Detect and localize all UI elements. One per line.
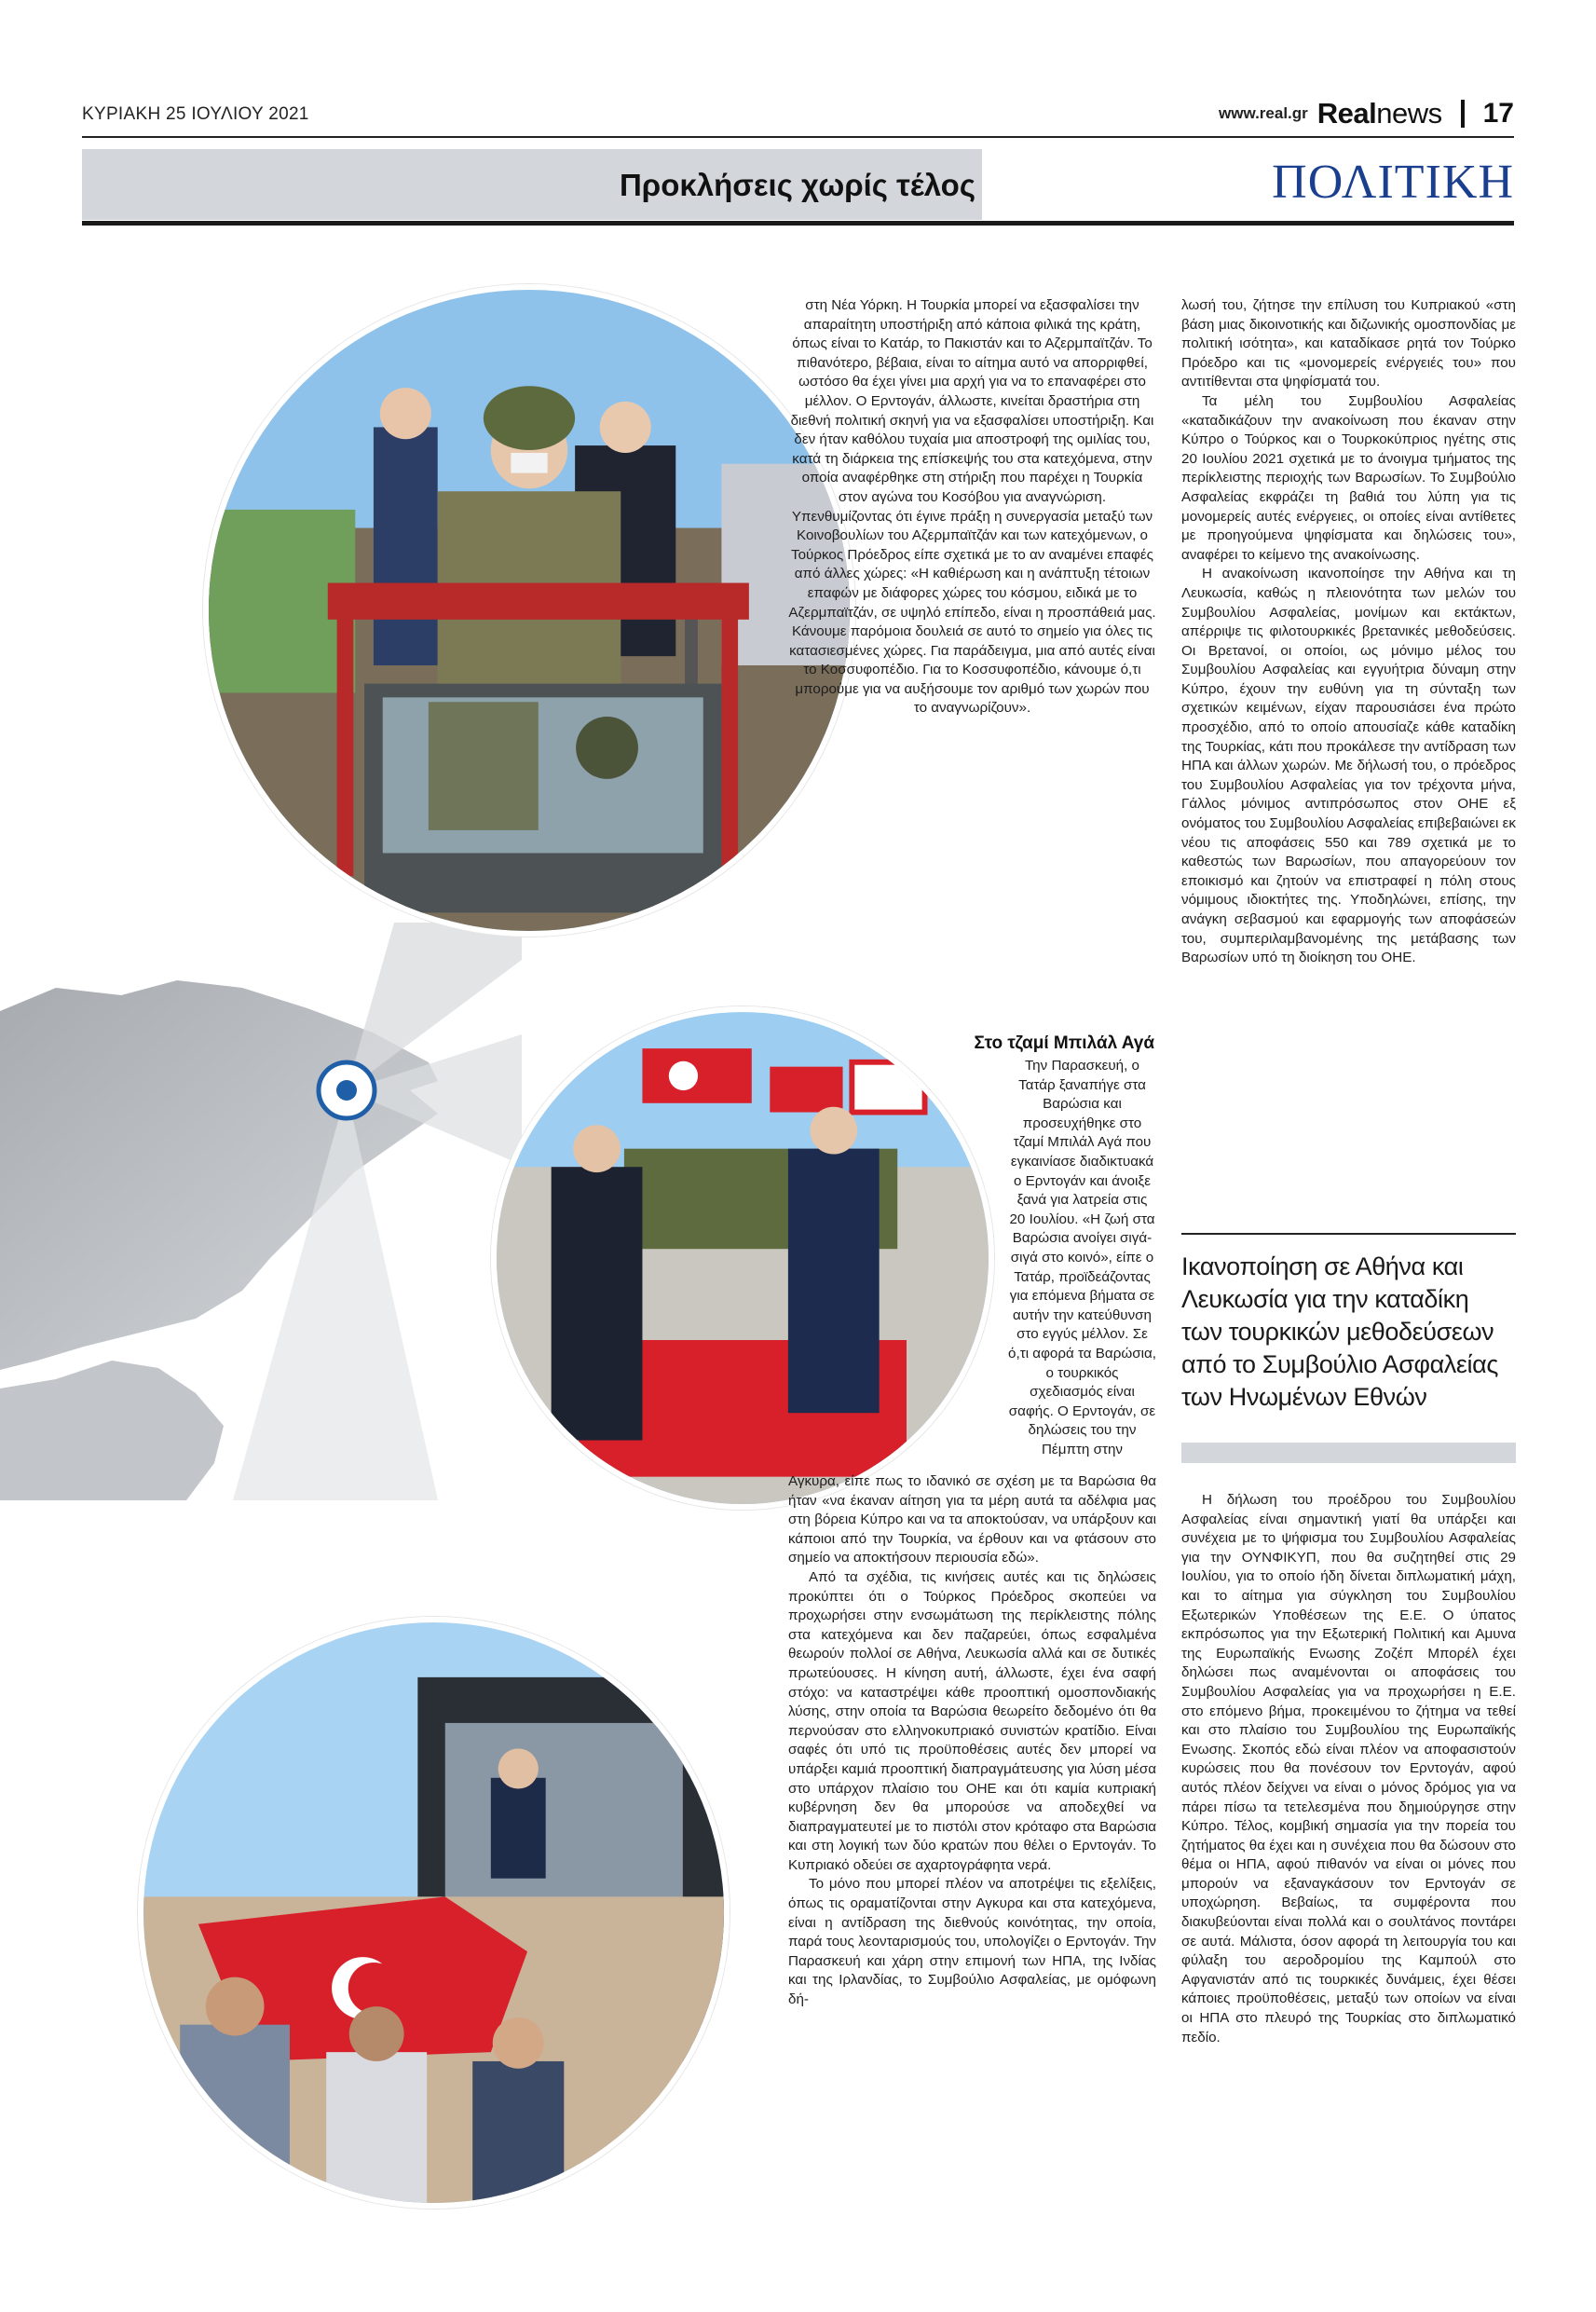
article-title: Προκλήσεις χωρίς τέλος	[619, 168, 975, 202]
paragraph: Από τα σχέδια, τις κινήσεις αυτές και τις δηλώσεις προκύπτει ότι ο Τούρκος Πρόεδρος σκοπεύει να προχωρήσει στην ενσωμάτωση της περίκλειστης πόλης στα κατεχόμενα και δεν παζαρεύει, όπως εσφαλμένα θεωρούν πολλοί σε Αθήνα, Λευκωσία αλλά και σε δυτικές πρωτεύουσες. Η κίνηση αυτή, άλλωστε, έχει ένα σαφή στόχο: να καταστρέψει κάθε προοπτική ομοσπονδιακής λύσης, στην οποία τα Βαρώσια θεωρείτο δεδομένο ότι θα περνούσαν στο ελληνοκυπριακό συνιστών κρατίδιο. Είναι σαφές ότι υπό τις προϋποθέσεις αυτές δεν μπορεί να υπάρξει καμιά προοπτική διαπραγμάτευσης για λύση μέσα στο υπάρχον πλαίσιο του ΟΗΕ και ότι καμία κυπριακή κυβέρνηση δεν θα μπορούσε να αποδεχθεί να διαπραγματευτεί με το πιστόλι στον κρόταφο στα Βαρώσια και στη λογική των δύο κρατών που θέλει ο Ερντογάν. Το Κυπριακό οδεύει σε αχαρτογράφητα νερά.	[788, 1568, 1156, 1873]
map-landmass-lower	[0, 1361, 224, 1500]
section-label: ΠΟΛΙΤΙΚΗ	[1272, 156, 1514, 209]
cyprus-map-graphic	[0, 923, 522, 1500]
article-column-1-bottom	[788, 1472, 1156, 2010]
paragraph: Η δήλωση του προέδρου του Συμβουλίου Ασφαλείας είναι σημαντική γιατί θα υπάρξει και συνέχεια με το ψήφισμα του Συμβουλίου Ασφαλείας για την ΟΥΝΦΙΚΥΠ, που θα συζητηθεί στις 29 Ιουλίου, για το οποίο ήδη δίνεται διπλωματική μάχη, και το αίτημα για σύγκληση του Συμβουλίου Εξωτερικών Υποθέσεων της Ε.Ε. Ο ύπατος εκπρόσωπος για την Εξωτερική Πολιτική και Αμυνα της Ευρωπαϊκής Ενωσης Ζοζέπ Μπορέλ έχει δηλώσει πως αναμένονται οι αποφάσεις του Συμβουλίου Ασφαλείας για να προχωρήσει η Ε.Ε. στο επόμενο βήμα, προκειμένου το ζήτημα να τεθεί και στο πλαίσιο του Συμβουλίου της Ευρωπαϊκής Ενωσης. Σκοπός εδώ είναι πλέον να αποφασιστούν κυρώσεις που θα πονέσουν τον Ερντογάν, αφού αυτός πλέον δείχνει να είναι ο μόνος δρόμος για να πάρει πίσω τα τετελεσμένα που δημιούργησε στην Κύπρο. Τέλος, κομβική σημασία για την πορεία του ζητήματος θα έχει και η συνέχεια που θα δώσουν στο θέμα οι ΗΠΑ, αφού πιθανόν να είναι οι μόνες που μπορούν να εξαναγκάσουν τον Ερντογάν σε υποχώρηση. Βεβαίως, τα συμφέροντα που διακυβεύονται είναι πολλά και ο σουλτάνος ποντάρει σε αυτά. Μάλιστα, όσον αφορά τη λειτουργία του και φύλαξη του αεροδρομίου της Καμπούλ στο Αφγανιστάν από τις τουρκικές δυνάμεις, έχει θέσει κάποιες προϋποθέσεις, μεταξύ των οποίων να είναι οι ΗΠΑ στο πλευρό της Τουρκίας στο διπλωματικό πεδίο.	[1181, 1492, 1516, 2045]
paragraph: Η ανακοίνωση ικανοποίησε την Αθήνα και τη Λευκωσία, καθώς η πλειονότητα των μελών του Συμβουλίου Ασφαλείας, μονίμων και εκτάκτων, απέρριψε τις φιλοτουρκικές βρετανικές μεθοδεύσεις. Οι Βρετανοί, οι οποίοι, ως μόνιμο μέλος του Συμβουλίου Ασφαλείας και εγγυήτρια δύναμη στην Κύπρο, έχουν την ευθύνη για τη σύνταξη των σχετικών κειμένων, είχαν παρουσιάσει ένα πρώτο προσχέδιο, από το οποίο απουσίαζε κάθε καταδίκη της Τουρκίας, κάτι που προκάλεσε την αντίδραση των ΗΠΑ και άλλων χωρών. Με δήλωσή του, ο πρόεδρος του Συμβουλίου Ασφαλείας για τον τρέχοντα μήνα, Γάλλος μόνιμος αντιπρόσωπος στον ΟΗΕ εξ ονόματος του Συμβουλίου Ασφαλείας επιβεβαιώνει εκ νέου τις αποφάσεις 550 και 789 σχετικά με το καθεστώς των Βαρωσίων, που απαγορεύουν τον εποικισμό και ζητούν να επιστραφεί η πόλη στους νόμιμους ιδιοκτήτες της. Υποδηλώνει, επίσης, την ανάγκη σεβασμού και εφαρμογής των αποφάσεών του, συμπεριλαμβανομένης της μετάβασης των Βαρωσίων υπό τη διοίκηση του ΟΗΕ.	[1181, 566, 1516, 966]
realnews-logo	[1317, 97, 1442, 130]
paragraph: στη Νέα Υόρκη. Η Τουρκία μπορεί να εξασφαλίσει την απαραίτητη υποστήριξη από κάποια φιλικά της κράτη, όπως είναι το Κατάρ, το Πακιστάν και το Αζερμπαϊτζάν. Το πιθανότερο, βέβαια, είναι το αίτημα αυτό να απορριφθεί, ωστόσο θα έχει γίνει μια αρχή για να το επαναφέρει στο μέλλον. Ο Ερντογάν, άλλωστε, κινείται δραστήρια στη διεθνή πολιτική σκηνή για να εξασφαλίσει υποστήριξη. Και δεν ήταν καθόλου τυχαία μια αποστροφή της ομιλίας του, κατά τη διάρκεια της επίσκεψής του στα κατεχόμενα, στην οποία αναφέρθηκε στη στήριξη που παρέχει η Τουρκία στον αγώνα του Κοσόβου για αναγνώριση. Υπενθυμίζοντας ότι έγινε πράξη η συνεργασία μεταξύ των Κοινοβουλίων του Αζερμπαϊτζάν και των κατεχόμενων, ο Τούρκος Πρόεδρος είπε σχετικά με το αν αναμένει επαφές από άλλες χώρες: «Η καθιέρωση και η ανάπτυξη τέτοιων επαφών με διάφορες χώρες του κόσμου, ειδικά με το Αζερμπαϊτζάν, σε υψηλό επίπεδο, είναι η προσπάθειά μας. Κάνουμε παρόμοια δουλειά σε αυτό το σημείο για όλες τις κατασιεσμένες χώρες. Για παράδειγμα, μια από αυτές είναι το Κοσσυφοπέδιο. Για το Κοσσυφοπέδιο, κάνουμε ό,τι μπορούμε για να αυξήσουμε τον αριθμό των χωρών που το αναγνωρίζουν».	[788, 297, 1156, 717]
paragraph: Το μόνο που μπορεί πλέον να αποτρέψει τις εξελίξεις, όπως τις οραματίζονται στην Αγκυρα και στα κατεχόμενα, είναι η αντίδραση της διεθνούς κοινότητας, την οποία, παρά τους λεονταρισμούς του, υπολογίζει ο Ερντογάν. Την Παρασκευή και χάρη στην επιμονή των ΗΠΑ, της Ινδίας και της Ιρλανδίας, το Συμβούλιο Ασφαλείας, με ομόφωνη δή-	[788, 1876, 1156, 2008]
photo-military-vehicle	[203, 284, 855, 937]
masthead	[1219, 97, 1514, 130]
paragraph: Τα μέλη του Συμβουλίου Ασφαλείας «καταδικάζουν την ανακοίνωση που έκαναν στην Κύπρο ο Τούρκος και ο Τουρκοκύπριος ηγέτης στις 20 Ιουλίου 2021 σχετικά με το άνοιγμα τμήματος της περίκλειστης περιοχής των Βαρωσίων. Το Συμβούλιο Ασφαλείας εκφράζει τη βαθιά του λύπη για τις μονομερείς αυτές ενέργειες, οι οποίες είναι αντίθετες με προηγούμενα ψηφίσματα και δηλώσεις του», αναφέρει το κείμενο της ανακοίνωσης.	[1181, 392, 1516, 563]
photo-1-illustration	[209, 290, 850, 931]
logo-bold: Real	[1316, 97, 1377, 130]
pull-quote: Ικανοποίηση σε Αθήνα και Λευκωσία για την καταδίκη των τουρκικών μεθοδεύσεων από το Συμβούλιο Ασφαλείας των Ηνωμένων Εθνών	[1181, 1252, 1498, 1411]
issue-date: ΚΥΡΙΑΚΗ 25 ΙΟΥΛΙΟΥ 2021	[82, 104, 309, 124]
location-marker-inner	[336, 1080, 357, 1101]
header-rule	[82, 136, 1514, 138]
subheading: Στο τζαμί Μπιλάλ Αγά	[974, 1033, 1154, 1053]
page-number: 17	[1482, 98, 1514, 129]
article-column-2-bottom	[1181, 1491, 1516, 2047]
article-column-1-top	[788, 296, 1156, 718]
callout-band	[1181, 1443, 1516, 1463]
masthead-divider	[1461, 100, 1465, 128]
paragraph: Την Παρασκευή, ο Τατάρ ξαναπήγε στα Βαρώσια και προσευχήθηκε στο τζαμί Μπιλάλ Αγά που εγκαινίασε διαδικτυακά ο Ερντογάν και άνοιξε ξανά για λατρεία στις 20 Ιουλίου. «Η ζωή στα Βαρώσια ανοίγει σιγά-σιγά στο κοινό», είπε ο Τατάρ, προϊδεάζοντας για επόμενα βήματα σε αυτήν την κατεύθυνση στο εγγύς μέλλον. Σε ό,τι αφορά τα Βαρώσια, ο τουρκικός σχεδιασμός είναι σαφής. Ο Ερντογάν, σε δηλώσεις του την Πέμπτη στην	[1008, 1058, 1156, 1457]
paragraph: Αγκυρα, είπε πως το ιδανικό σε σχέση με τα Βαρώσια θα ήταν «να έκαναν αίτηση για τα μέρη αυτά τα αδέλφια μας στη βόρεια Κύπρο και να τα αποκτούσαν, να υπάρξουν και κάποιοι από την Τουρκία, να έρθουν και να φτάσουν στο σημείο να αποκτήσουν περιουσία εδώ».	[788, 1473, 1156, 1566]
title-underline	[82, 221, 1514, 226]
article-column-1-mosque	[788, 1033, 1156, 1459]
site-url[interactable]: www.real.gr	[1219, 104, 1308, 122]
photo-3-illustration	[143, 1622, 724, 2203]
paragraph: λωσή του, ζήτησε την επίλυση του Κυπριακού «στη βάση μιας δικοινοτικής και διζωνικής ομοσπονδίας με πολιτική ισότητα», και καταδίκασε ρητά τον Τούρκο Πρόεδρο και τις «μονομερείς ενέργειές του» που αντιτίθενται στα ψηφίσματά του.	[1181, 297, 1516, 390]
photo-crowd-flags	[138, 1617, 730, 2209]
article-column-2-top	[1181, 296, 1516, 968]
callout-rule	[1181, 1233, 1516, 1235]
logo-light: news	[1376, 97, 1442, 130]
